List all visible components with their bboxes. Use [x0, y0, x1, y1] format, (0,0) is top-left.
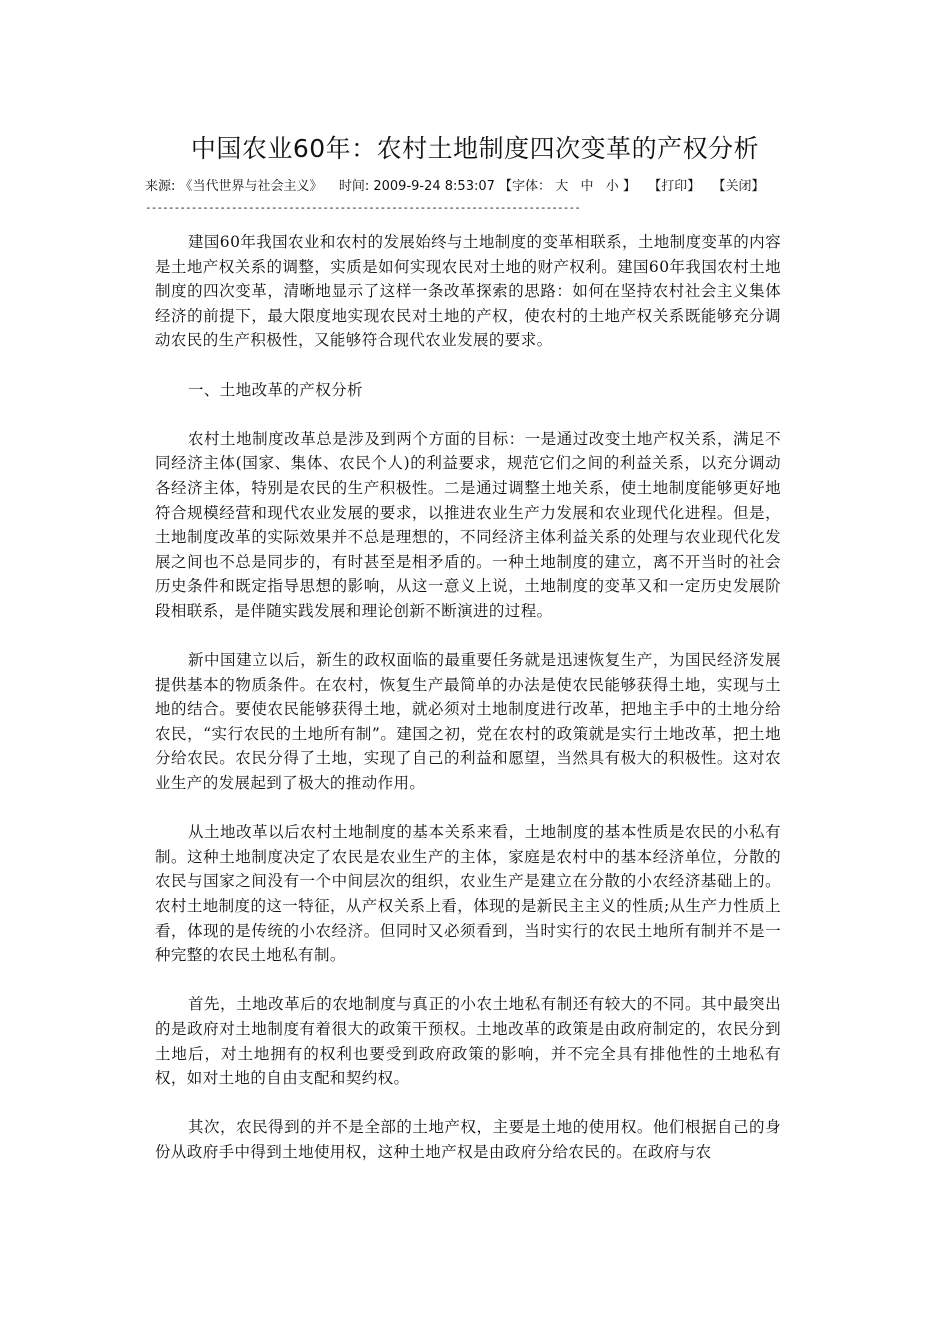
- font-small-link[interactable]: 小: [605, 179, 619, 194]
- dashed-separator: ----------------------------------------------------------------------------: [145, 201, 580, 214]
- article-body: [155, 230, 781, 1189]
- font-size-label: 【字体：: [499, 179, 552, 194]
- print-link[interactable]: 【打印】: [648, 179, 701, 194]
- font-size-close-bracket: 】: [622, 179, 636, 194]
- paragraph: 从土地改革以后农村土地制度的基本关系来看，土地制度的基本性质是农民的小私有制。这种土地制度决定了农民是农业生产的主体，家庭是农村中的基本经济单位，分散的农民与国家之间没有一个中间层次的组织，农业生产是建立在分散的小农经济基础上的。农村土地制度的这一特征，从产权关系上看，体现的是新民主主义的性质;从生产力性质上看，体现的是传统的小农经济。但同时又必须看到，当时实行的农民土地所有制并不是一种完整的农民土地私有制。: [155, 823, 781, 965]
- section-heading: 一、土地改革的产权分析: [188, 380, 363, 399]
- font-large-link[interactable]: 大: [555, 179, 569, 194]
- paragraph: 新中国建立以后，新生的政权面临的最重要任务就是迅速恢复生产，为国民经济发展提供基本的物质条件。在农村，恢复生产最简单的办法是使农民能够获得土地，实现与土地的结合。要使农民能够获得土地，就必须对土地制度进行改革，把地主手中的土地分给农民，“实行农民的土地所有制”。建国之初，党在农村的政策就是实行土地改革，把土地分给农民。农民分得了土地，实现了自己的利益和愿望，当然具有极大的积极性。这对农业生产的发展起到了极大的推动作用。: [155, 651, 781, 793]
- paragraph: 其次，农民得到的并不是全部的土地产权，主要是土地的使用权。他们根据自己的身份从政府手中得到土地使用权，这种土地产权是由政府分给农民的。在政府与农: [155, 1118, 781, 1161]
- paragraph: 建国60年我国农业和农村的发展始终与土地制度的变革相联系，土地制度变革的内容是土地产权关系的调整，实质是如何实现农民对土地的财产权利。建国60年我国农村土地制度的四次变革，清晰地显示了这样一条改革探索的思路：如何在坚持农村社会主义集体经济的前提下，最大限度地实现农民对土地的产权，使农村的土地产权关系既能够充分调动农民的生产积极性，又能够符合现代农业发展的要求。: [155, 233, 781, 350]
- time-label: 时间:: [338, 179, 370, 194]
- time-value: 2009-9-24 8:53:07: [373, 179, 495, 194]
- article-meta: [145, 177, 825, 197]
- paragraph: 农村土地制度改革总是涉及到两个方面的目标：一是通过改变土地产权关系，满足不同经济主体(国家、集体、农民个人)的利益要求，规范它们之间的利益关系，以充分调动各经济主体，特别是农民的生产积极性。二是通过调整土地关系，使土地制度能够更好地符合规模经营和现代农业发展的要求，以推进农业生产力发展和农业现代化进程。但是，土地制度改革的实际效果并不总是理想的，不同经济主体利益关系的处理与农业现代化发展之间也不总是同步的，有时甚至是相矛盾的。一种土地制度的建立，离不开当时的社会历史条件和既定指导思想的影响，从这一意义上说，土地制度的变革又和一定历史发展阶段相联系，是伴随实践发展和理论创新不断演进的过程。: [155, 429, 781, 620]
- font-medium-link[interactable]: 中: [580, 179, 594, 194]
- article-title: 中国农业60年：农村土地制度四次变革的产权分析: [190, 134, 760, 163]
- source-value: 《当代世界与社会主义》: [179, 179, 323, 194]
- close-link[interactable]: 【关闭】: [712, 179, 765, 194]
- source-label: 来源:: [145, 179, 176, 194]
- paragraph: 首先，土地改革后的农地制度与真正的小农土地私有制还有较大的不同。其中最突出的是政府对土地制度有着很大的政策干预权。土地改革的政策是由政府制定的，农民分到土地后，对土地拥有的权利也要受到政府政策的影响，并不完全具有排他性的土地私有权，如对土地的自由支配和契约权。: [155, 995, 781, 1088]
